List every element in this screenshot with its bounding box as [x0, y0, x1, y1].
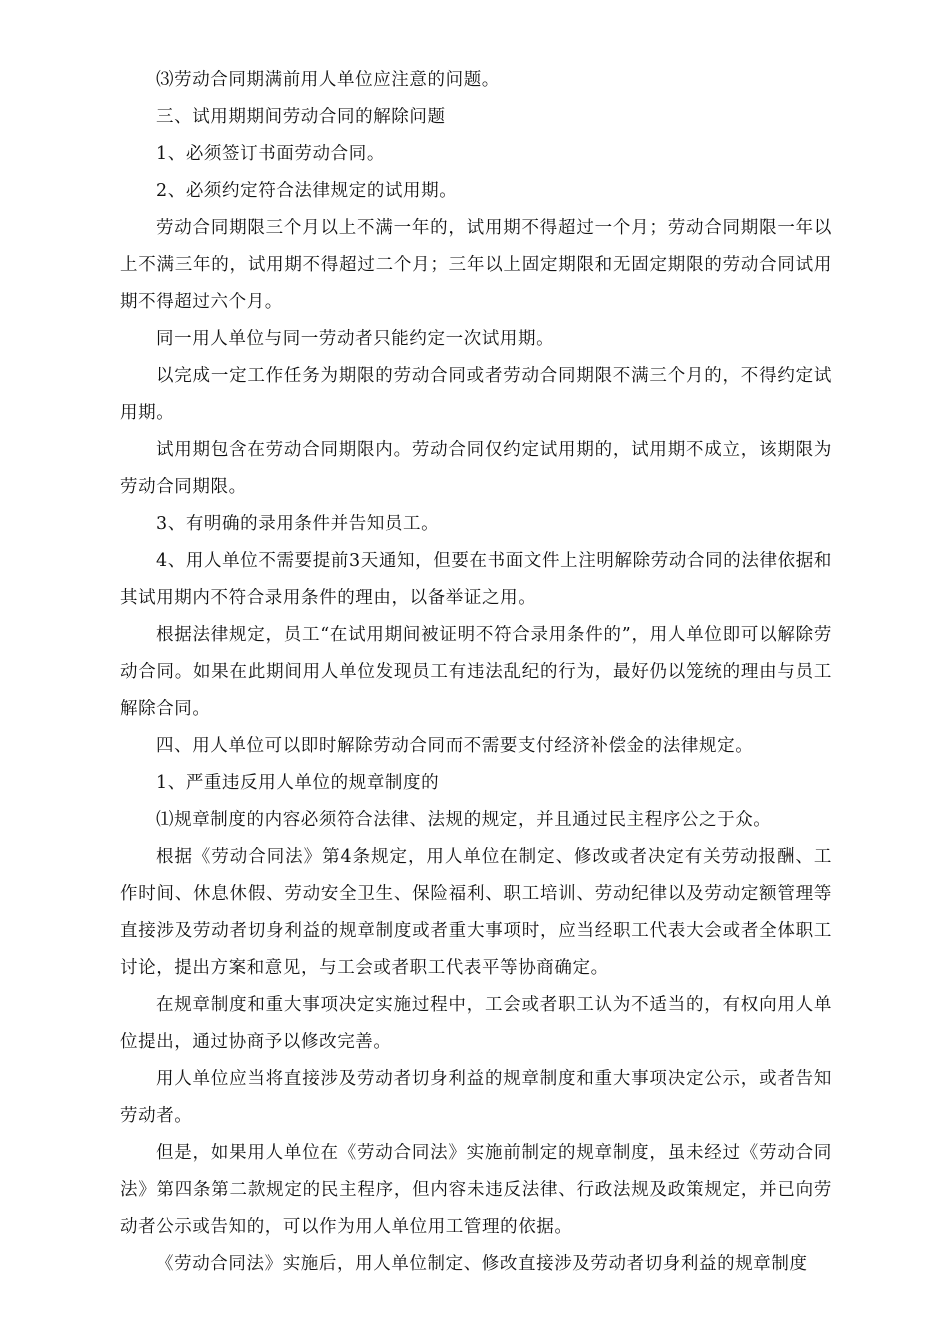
- paragraph-16: 在规章制度和重大事项决定实施过程中，工会或者职工认为不适当的，有权向用人单位提出，通过协商予以修改完善。: [120, 995, 832, 1052]
- paragraph-5: 劳动合同期限三个月以上不满一年的，试用期不得超过一个月；劳动合同期限一年以上不满三年的，试用期不得超过二个月；三年以上固定期限和无固定期限的劳动合同试用期不得超过六个月。: [120, 218, 832, 312]
- paragraph-9: 3、有明确的录用条件并告知员工。: [156, 514, 440, 534]
- paragraph-17: 用人单位应当将直接涉及劳动者切身利益的规章制度和重大事项决定公示，或者告知劳动者。: [120, 1069, 832, 1126]
- paragraph-6: 同一用人单位与同一劳动者只能约定一次试用期。: [156, 329, 555, 349]
- paragraph-7: 以完成一定工作任务为期限的劳动合同或者劳动合同期限不满三个月的，不得约定试用期。: [120, 366, 832, 423]
- paragraph-11: 根据法律规定，员工“在试用期间被证明不符合录用条件的”，用人单位即可以解除劳动合同。如果在此期间用人单位发现员工有违法乱纪的行为，最好仍以笼统的理由与员工解除合同。: [120, 625, 832, 719]
- paragraph-4: 2、必须约定符合法律规定的试用期。: [156, 181, 458, 201]
- paragraph-18: 但是，如果用人单位在《劳动合同法》实施前制定的规章制度，虽未经过《劳动合同法》第四条第二款规定的民主程序，但内容未违反法律、行政法规及政策规定，并已向劳动者公示或告知的，可以作为用人单位用工管理的依据。: [120, 1143, 832, 1237]
- paragraph-15: 根据《劳动合同法》第4条规定，用人单位在制定、修改或者决定有关劳动报酬、工作时间、休息休假、劳动安全卫生、保险福利、职工培训、劳动纪律以及劳动定额管理等直接涉及劳动者切身利益的规章制度或者重大事项时，应当经职工代表大会或者全体职工讨论，提出方案和意见，与工会或者职工代表平等协商确定。: [120, 847, 832, 978]
- paragraph-10: 4、用人单位不需要提前3天通知，但要在书面文件上注明解除劳动合同的法律依据和其试用期内不符合录用条件的理由，以备举证之用。: [120, 551, 832, 608]
- paragraph-3: 1、必须签订书面劳动合同。: [156, 144, 385, 164]
- paragraph-8: 试用期包含在劳动合同期限内。劳动合同仅约定试用期的，试用期不成立，该期限为劳动合同期限。: [120, 440, 832, 497]
- paragraph-14: ⑴规章制度的内容必须符合法律、法规的规定，并且通过民主程序公之于众。: [156, 810, 772, 830]
- paragraph-19: 《劳动合同法》实施后，用人单位制定、修改直接涉及劳动者切身利益的规章制度: [156, 1254, 808, 1274]
- section-heading-3: 三、试用期期间劳动合同的解除问题: [156, 107, 446, 127]
- paragraph-13: 1、严重违反用人单位的规章制度的: [156, 773, 440, 793]
- paragraph-1: ⑶劳动合同期满前用人单位应注意的问题。: [156, 70, 500, 90]
- section-heading-4: 四、用人单位可以即时解除劳动合同而不需要支付经济补偿金的法律规定。: [156, 736, 754, 756]
